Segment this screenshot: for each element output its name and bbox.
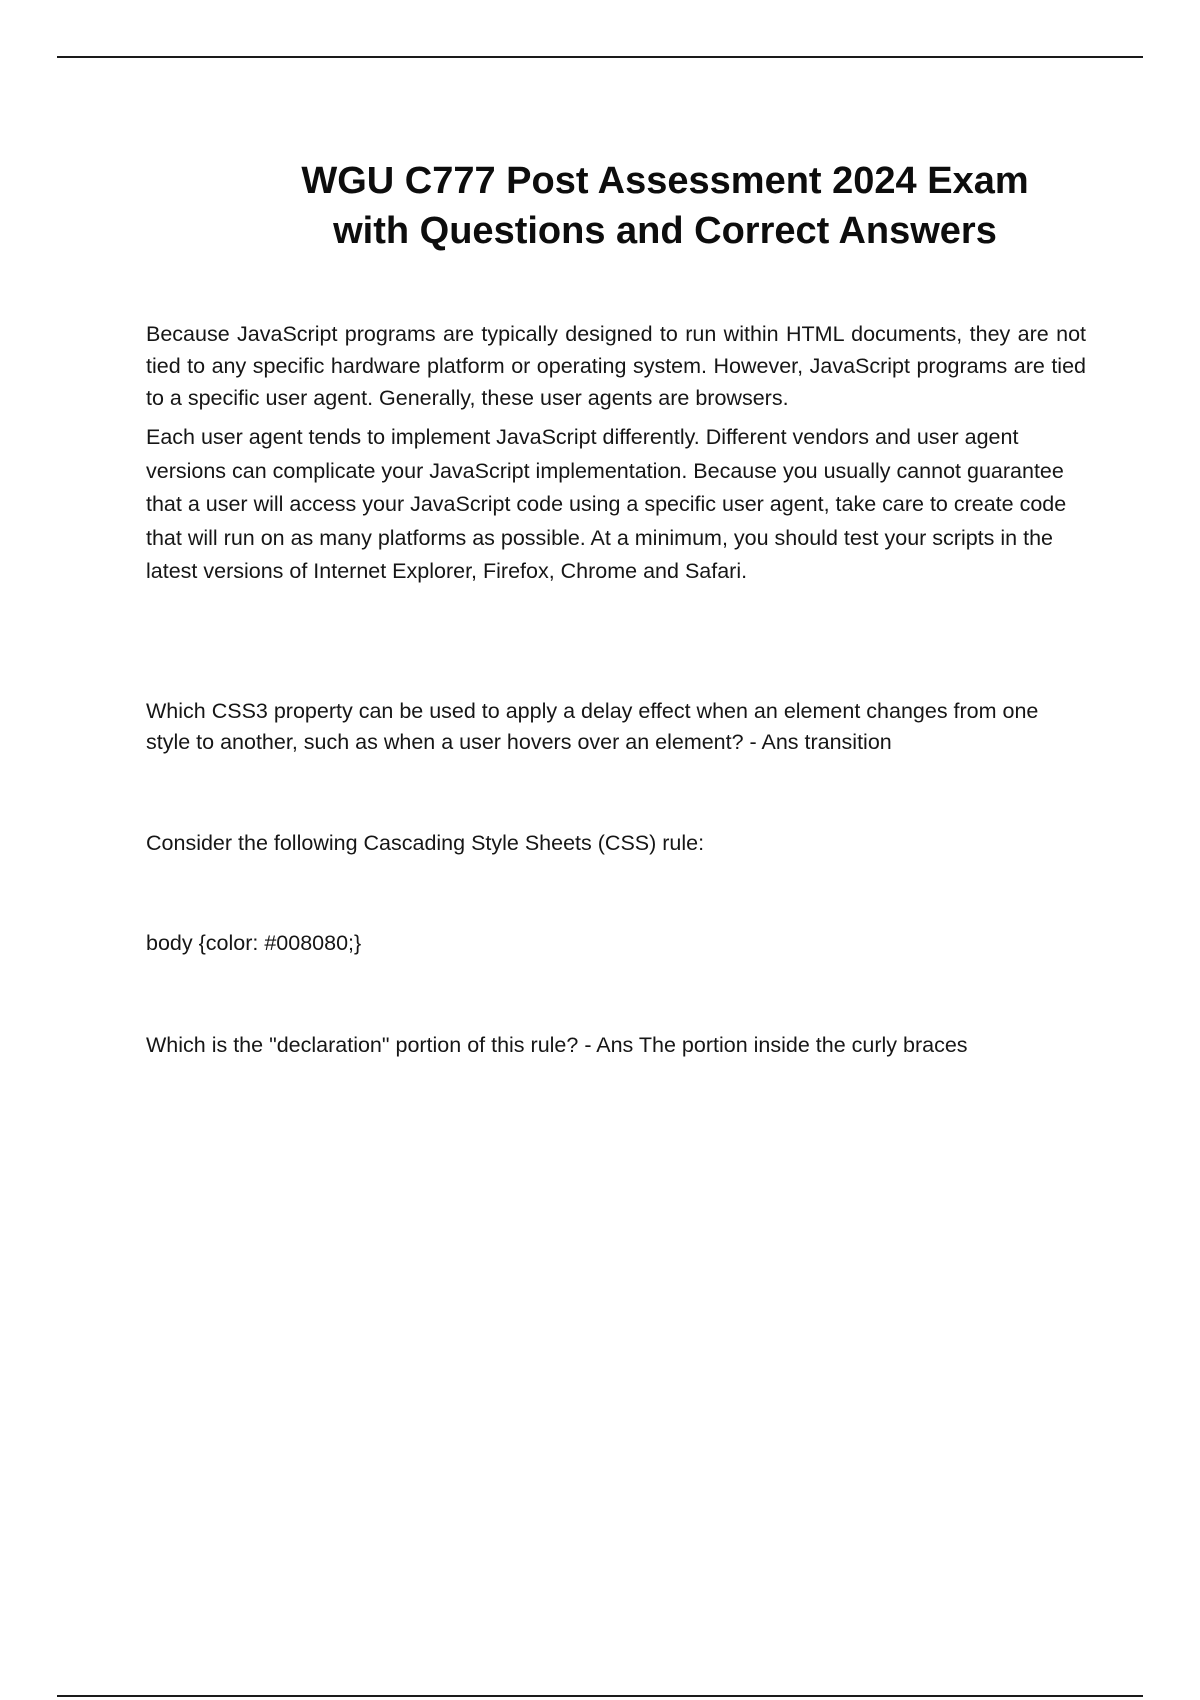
document-title-line-1: WGU C777 Post Assessment 2024 Exam [301, 160, 1029, 202]
intro-paragraph: Because JavaScript programs are typically designed to run within HTML documents, they are not tied to any specific hardware platform or operating system. However, JavaScript programs are tied to a specific user agent. Generally, these user agents are browsers. [146, 322, 1086, 410]
question-transition: Which CSS3 property can be used to apply a delay effect when an element changes from one style to another, such as when a user hovers over an element? - Ans transition [146, 699, 1039, 754]
document-title-line-2: with Questions and Correct Answers [333, 210, 997, 252]
consider-css-rule-text: Consider the following Cascading Style Sheets (CSS) rule: [146, 831, 705, 855]
header-rule [57, 56, 1143, 58]
vendors-paragraph: Each user agent tends to implement JavaScript differently. Different vendors and user agent versions can complicate your JavaScript implementation. Because you usually cannot guarantee that a user will access your JavaScript code using a specific user agent, take care to create code that will run on as many platforms as possible. At a minimum, you should test your scripts in the latest versions of Internet Explorer, Firefox, Chrome and Safari. [146, 425, 1067, 583]
document-title [200, 156, 1130, 256]
question-declaration: Which is the "declaration" portion of this rule? - Ans The portion inside the curly braces [146, 1033, 968, 1057]
footer-rule [57, 1695, 1143, 1697]
css-rule-code: body {color: #008080;} [146, 931, 362, 955]
